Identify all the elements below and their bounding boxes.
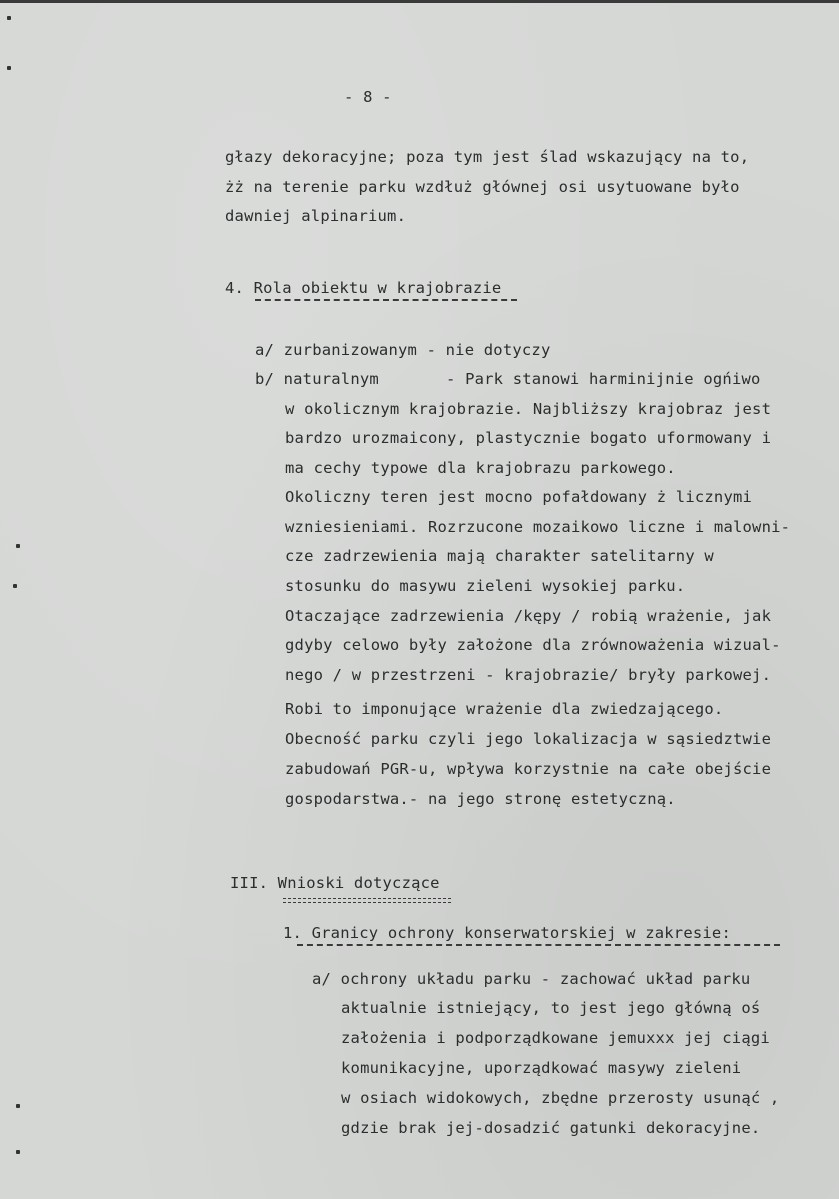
text-line: nego / w przestrzeni - krajobrazie/ bryły parkowej. — [285, 666, 772, 684]
subsection-underline — [297, 944, 780, 946]
text-line: Okoliczny teren jest mocno pofałdowany ż licznymi — [285, 488, 753, 506]
text-line: w osiach widokowych, zbędne przerosty usunąć , — [341, 1089, 780, 1107]
text-line: głazy dekoracyjne; poza tym jest ślad wskazujący na to, — [225, 148, 750, 166]
text-line: Otaczające zadrzewienia /kępy / robią wrażenie, jak — [285, 607, 772, 625]
text-line: Obecność parku czyli jego lokalizacja w sąsiedztwie — [285, 730, 772, 748]
section-heading: III. Wnioski dotyczące — [230, 874, 440, 892]
section-heading: 4. Rola obiektu w krajobrazie — [225, 279, 502, 297]
text-line: cze zadrzewienia mają charakter satelitarny w — [285, 547, 714, 565]
margin-mark — [7, 16, 11, 20]
subsection-heading: 1. Granicy ochrony konserwatorskiej w zakresie: — [283, 924, 731, 942]
heading-double-underline — [283, 898, 451, 903]
page-number: - 8 - — [344, 88, 392, 106]
text-line: żż na terenie parku wzdłuż głównej osi usytuowane było — [225, 178, 740, 196]
text-line: Robi to imponujące wrażenie dla zwiedzającego. — [285, 700, 724, 718]
text-line: a/ ochrony układu parku - zachować układ parku — [312, 970, 751, 988]
text-line: w okolicznym krajobrazie. Najbliższy krajobraz jest — [285, 400, 772, 418]
text-line: dawniej alpinarium. — [225, 207, 407, 225]
margin-mark — [16, 544, 20, 548]
text-line: aktualnie istniejący, to jest jego główną oś — [341, 999, 761, 1017]
text-line: bardzo urozmaicony, plastycznie bogato uformowany i — [285, 429, 772, 447]
margin-mark — [16, 1104, 20, 1108]
margin-mark — [7, 66, 11, 70]
page-top-edge — [0, 0, 839, 3]
text-line: gdyby celowo były założone dla zrównoważenia wizual- — [285, 636, 781, 654]
text-line: zabudowań PGR-u, wpływa korzystnie na całe obejście — [285, 760, 772, 778]
text-line: założenia i podporządkowane jemuxxx jej ciągi — [341, 1029, 770, 1047]
list-item-text: - Park stanowi harminijnie ogńiwo — [446, 370, 761, 388]
margin-mark — [13, 584, 17, 588]
text-line: gdzie brak jej-dosadzić gatunki dekoracyjne. — [341, 1119, 761, 1137]
text-line: gospodarstwa.- na jego stronę estetyczną. — [285, 790, 676, 808]
text-line: wzniesieniami. Rozrzucone mozaikowo liczne i malowni- — [285, 518, 791, 536]
text-line: ma cechy typowe dla krajobrazu parkowego. — [285, 459, 676, 477]
margin-mark — [16, 1150, 20, 1154]
list-item-label: b/ naturalnym — [255, 370, 379, 388]
text-line: komunikacyjne, uporządkować masywy zieleni — [341, 1059, 742, 1077]
text-line: stosunku do masywu zieleni wysokiej parku. — [285, 577, 686, 595]
heading-underline — [255, 299, 517, 301]
list-item: a/ zurbanizowanym - nie dotyczy — [255, 341, 551, 359]
